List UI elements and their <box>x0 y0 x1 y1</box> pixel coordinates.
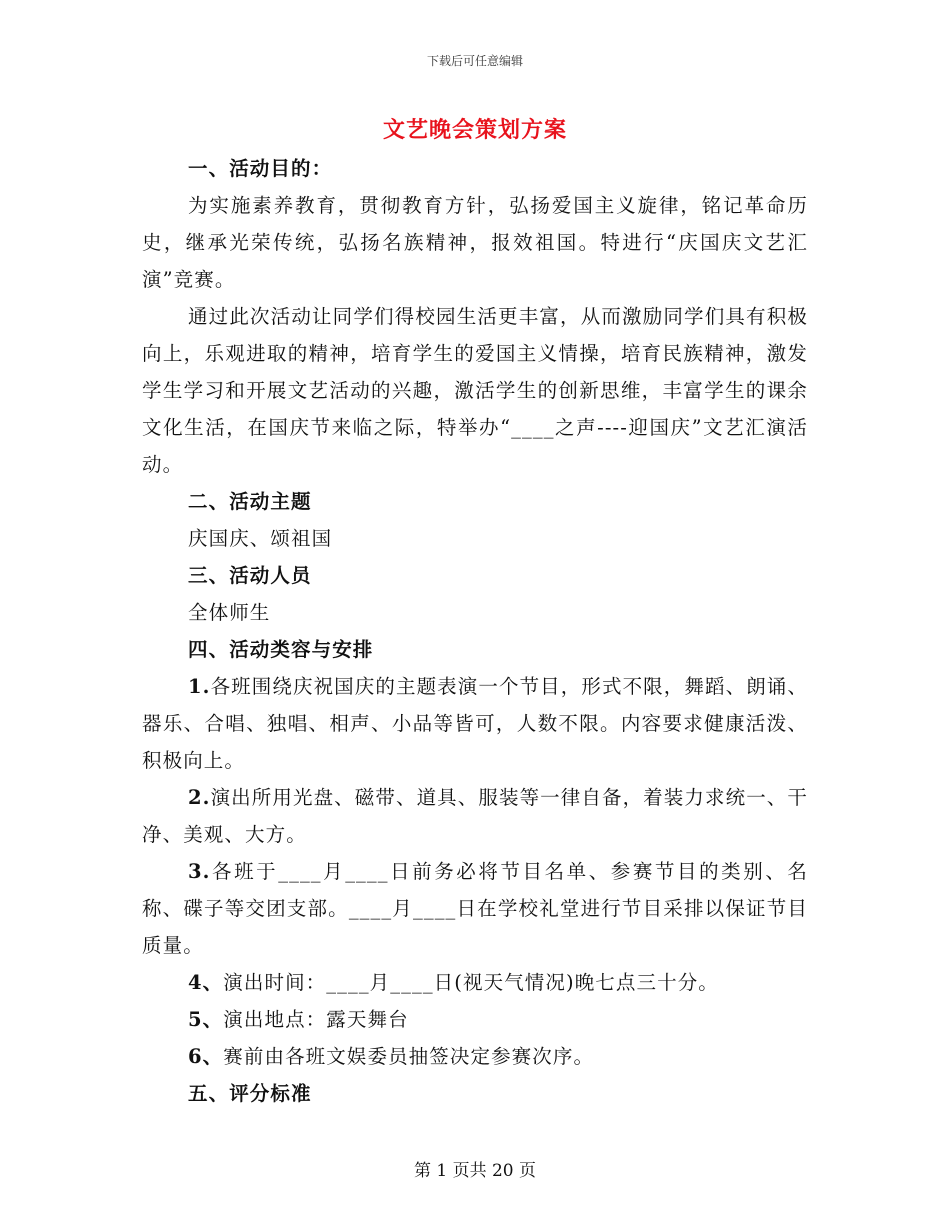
list-item <box>142 853 808 964</box>
list-item-text: 演出时间：____月____日(视天气情况)晚七点三十分。 <box>223 971 719 994</box>
list-item-text: 赛前由各班文娱委员抽签决定参赛次序。 <box>223 1045 595 1068</box>
list-item-number: 2. <box>188 786 211 809</box>
section-heading-theme: 二、活动主题 <box>188 490 312 513</box>
list-item <box>142 668 808 779</box>
list-item-text: 各班于____月____日前务必将节目名单、参赛节目的类别、名称、碟子等交团支部。____月____日在学校礼堂进行节目采排以保证节目质量。 <box>142 860 808 957</box>
list-item-number: 4、 <box>188 971 224 994</box>
list-item-number: 6、 <box>188 1045 224 1068</box>
section-heading-purpose: 一、活动目的： <box>188 157 333 180</box>
page-number: 第 1 页共 20 页 <box>413 1161 537 1181</box>
header-note: 下载后可任意编辑 <box>426 54 523 68</box>
section-heading-participants: 三、活动人员 <box>188 564 312 587</box>
list-item <box>142 964 808 1001</box>
list-item-text: 各班围绕庆祝国庆的主题表演一个节目，形式不限，舞蹈、朗诵、器乐、合唱、独唱、相声、小品等皆可，人数不限。内容要求健康活泼、积极向上。 <box>142 675 808 772</box>
list-item <box>142 1001 808 1038</box>
list-item-number: 1. <box>188 675 211 698</box>
list-item <box>142 779 808 853</box>
section-heading-content: 四、活动类容与安排 <box>188 638 374 661</box>
purpose-paragraph-1: 为实施素养教育，贯彻教育方针，弘扬爱国主义旋律，铭记革命历史，继承光荣传统，弘扬名族精神，报效祖国。特进行“庆国庆文艺汇演”竞赛。 <box>142 194 808 291</box>
participants-paragraph: 全体师生 <box>188 601 271 624</box>
section-heading-scoring: 五、评分标准 <box>188 1082 312 1105</box>
list-item-text: 演出地点：露天舞台 <box>223 1008 409 1031</box>
list-item-number: 5、 <box>188 1008 224 1031</box>
purpose-paragraph-2: 通过此次活动让同学们得校园生活更丰富，从而激励同学们具有积极向上，乐观进取的精神，培育学生的爱国主义情操，培育民族精神，激发学生学习和开展文艺活动的兴趣，激活学生的创新思维，丰富学生的课余文化生活，在国庆节来临之际，特举办“____之声----迎国庆”文艺汇演活动。 <box>142 305 808 476</box>
theme-paragraph: 庆国庆、颂祖国 <box>188 527 333 550</box>
document-title: 文艺晚会策划方案 <box>382 117 567 143</box>
list-item-text: 演出所用光盘、磁带、道具、服装等一律自备，着装力求统一、干净、美观、大方。 <box>142 786 808 846</box>
list-item <box>142 1038 808 1075</box>
document-body <box>142 150 808 1112</box>
list-item-number: 3. <box>188 860 211 883</box>
